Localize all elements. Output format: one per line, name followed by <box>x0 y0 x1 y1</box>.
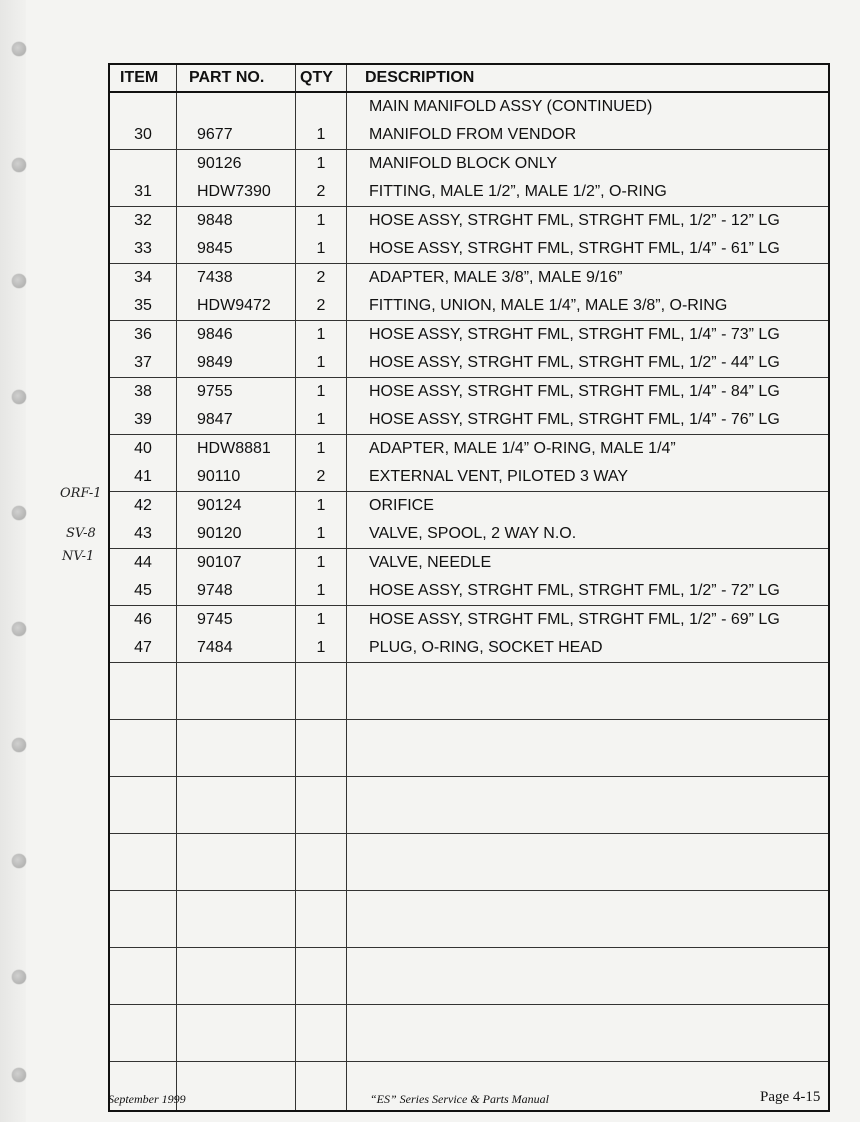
part-cell: 90107 <box>177 549 296 578</box>
binder-hole-icon <box>12 738 26 752</box>
part-cell: 9846 <box>177 321 296 350</box>
part-cell: HDW8881 <box>177 435 296 464</box>
item-cell: 45 <box>109 577 177 606</box>
item-cell: 38 <box>109 378 177 407</box>
part-cell <box>177 92 296 121</box>
qty-cell: 2 <box>296 292 347 321</box>
qty-cell: 1 <box>296 349 347 378</box>
qty-cell: 1 <box>296 606 347 635</box>
handwritten-note-orf: ORF-1 <box>60 486 102 501</box>
binder-hole-icon <box>12 854 26 868</box>
table-row <box>109 178 829 207</box>
description-cell: HOSE ASSY, STRGHT FML, STRGHT FML, 1/2” - 12” LG <box>347 207 830 236</box>
footer-date: September 1999 <box>108 1092 186 1106</box>
part-cell: 9745 <box>177 606 296 635</box>
table-row <box>109 264 829 293</box>
description-cell: MANIFOLD FROM VENDOR <box>347 121 830 150</box>
part-cell: 9748 <box>177 577 296 606</box>
qty-cell: 1 <box>296 492 347 521</box>
table-row <box>109 321 829 350</box>
qty-cell: 1 <box>296 435 347 464</box>
description-cell: HOSE ASSY, STRGHT FML, STRGHT FML, 1/4” - 61” LG <box>347 235 830 264</box>
binder-hole-icon <box>12 622 26 636</box>
table-row <box>109 634 829 663</box>
description-cell: HOSE ASSY, STRGHT FML, STRGHT FML, 1/4” - 84” LG <box>347 378 830 407</box>
item-cell: 44 <box>109 549 177 578</box>
blank-row <box>109 720 829 777</box>
header-item: ITEM <box>109 64 177 92</box>
description-cell: FITTING, MALE 1/2”, MALE 1/2”, O-RING <box>347 178 830 207</box>
item-cell: 33 <box>109 235 177 264</box>
blank-row <box>109 1005 829 1062</box>
item-cell: 47 <box>109 634 177 663</box>
table-row <box>109 492 829 521</box>
blank-row <box>109 777 829 834</box>
table-row <box>109 463 829 492</box>
item-cell: 46 <box>109 606 177 635</box>
parts-table <box>108 63 830 1112</box>
table-row <box>109 92 829 121</box>
qty-cell: 1 <box>296 577 347 606</box>
description-cell: HOSE ASSY, STRGHT FML, STRGHT FML, 1/2” - 44” LG <box>347 349 830 378</box>
qty-cell <box>296 92 347 121</box>
part-cell: 90120 <box>177 520 296 549</box>
item-cell: 43 <box>109 520 177 549</box>
description-cell: MAIN MANIFOLD ASSY (CONTINUED) <box>347 92 830 121</box>
binder-hole-icon <box>12 42 26 56</box>
part-cell: 9677 <box>177 121 296 150</box>
table-row <box>109 207 829 236</box>
part-cell: 9849 <box>177 349 296 378</box>
header-part-no: PART NO. <box>177 64 296 92</box>
qty-cell: 2 <box>296 178 347 207</box>
part-cell: 7438 <box>177 264 296 293</box>
binder-hole-icon <box>12 158 26 172</box>
item-cell: 41 <box>109 463 177 492</box>
part-cell: 9845 <box>177 235 296 264</box>
blank-row <box>109 891 829 948</box>
table-row <box>109 406 829 435</box>
description-cell: HOSE ASSY, STRGHT FML, STRGHT FML, 1/4” - 73” LG <box>347 321 830 350</box>
description-cell: MANIFOLD BLOCK ONLY <box>347 150 830 179</box>
footer-page-number: Page 4-15 <box>760 1089 821 1105</box>
item-cell: 30 <box>109 121 177 150</box>
qty-cell: 2 <box>296 264 347 293</box>
qty-cell: 2 <box>296 463 347 492</box>
table-row <box>109 435 829 464</box>
table-row <box>109 378 829 407</box>
binder-hole-icon <box>12 1068 26 1082</box>
table-row <box>109 292 829 321</box>
description-cell: VALVE, NEEDLE <box>347 549 830 578</box>
binder-hole-icon <box>12 390 26 404</box>
part-cell: 90124 <box>177 492 296 521</box>
table-row <box>109 235 829 264</box>
binder-hole-icon <box>12 274 26 288</box>
header-description: DESCRIPTION <box>347 64 830 92</box>
footer-manual-title: “ES” Series Service & Parts Manual <box>370 1092 549 1106</box>
description-cell: HOSE ASSY, STRGHT FML, STRGHT FML, 1/4” - 76” LG <box>347 406 830 435</box>
description-cell: HOSE ASSY, STRGHT FML, STRGHT FML, 1/2” - 72” LG <box>347 577 830 606</box>
description-cell: PLUG, O-RING, SOCKET HEAD <box>347 634 830 663</box>
item-cell: 40 <box>109 435 177 464</box>
item-cell: 39 <box>109 406 177 435</box>
table-row <box>109 549 829 578</box>
item-cell <box>109 92 177 121</box>
part-cell: 90110 <box>177 463 296 492</box>
part-cell: 9848 <box>177 207 296 236</box>
qty-cell: 1 <box>296 121 347 150</box>
binder-hole-icon <box>12 970 26 984</box>
part-cell: HDW9472 <box>177 292 296 321</box>
item-cell: 31 <box>109 178 177 207</box>
table-row <box>109 520 829 549</box>
qty-cell: 1 <box>296 406 347 435</box>
blank-row <box>109 948 829 1005</box>
item-cell <box>109 150 177 179</box>
item-cell: 36 <box>109 321 177 350</box>
qty-cell: 1 <box>296 321 347 350</box>
description-cell: HOSE ASSY, STRGHT FML, STRGHT FML, 1/2” - 69” LG <box>347 606 830 635</box>
table-row <box>109 577 829 606</box>
table-row <box>109 150 829 179</box>
handwritten-note-sv: SV-8 <box>66 526 96 541</box>
qty-cell: 1 <box>296 207 347 236</box>
blank-row <box>109 663 829 720</box>
handwritten-note-nv: NV-1 <box>62 549 95 564</box>
item-cell: 34 <box>109 264 177 293</box>
table-row <box>109 121 829 150</box>
part-cell: 9755 <box>177 378 296 407</box>
table-row <box>109 349 829 378</box>
part-cell: 90126 <box>177 150 296 179</box>
qty-cell: 1 <box>296 520 347 549</box>
description-cell: ADAPTER, MALE 3/8”, MALE 9/16” <box>347 264 830 293</box>
table-header-row <box>109 64 829 92</box>
description-cell: ORIFICE <box>347 492 830 521</box>
description-cell: FITTING, UNION, MALE 1/4”, MALE 3/8”, O-RING <box>347 292 830 321</box>
qty-cell: 1 <box>296 150 347 179</box>
header-qty: QTY <box>296 64 347 92</box>
item-cell: 32 <box>109 207 177 236</box>
item-cell: 35 <box>109 292 177 321</box>
part-cell: 7484 <box>177 634 296 663</box>
part-cell: HDW7390 <box>177 178 296 207</box>
description-cell: ADAPTER, MALE 1/4” O-RING, MALE 1/4” <box>347 435 830 464</box>
item-cell: 37 <box>109 349 177 378</box>
qty-cell: 1 <box>296 235 347 264</box>
table-row <box>109 606 829 635</box>
part-cell: 9847 <box>177 406 296 435</box>
blank-row <box>109 834 829 891</box>
qty-cell: 1 <box>296 378 347 407</box>
description-cell: EXTERNAL VENT, PILOTED 3 WAY <box>347 463 830 492</box>
binder-hole-icon <box>12 506 26 520</box>
item-cell: 42 <box>109 492 177 521</box>
qty-cell: 1 <box>296 549 347 578</box>
description-cell: VALVE, SPOOL, 2 WAY N.O. <box>347 520 830 549</box>
qty-cell: 1 <box>296 634 347 663</box>
